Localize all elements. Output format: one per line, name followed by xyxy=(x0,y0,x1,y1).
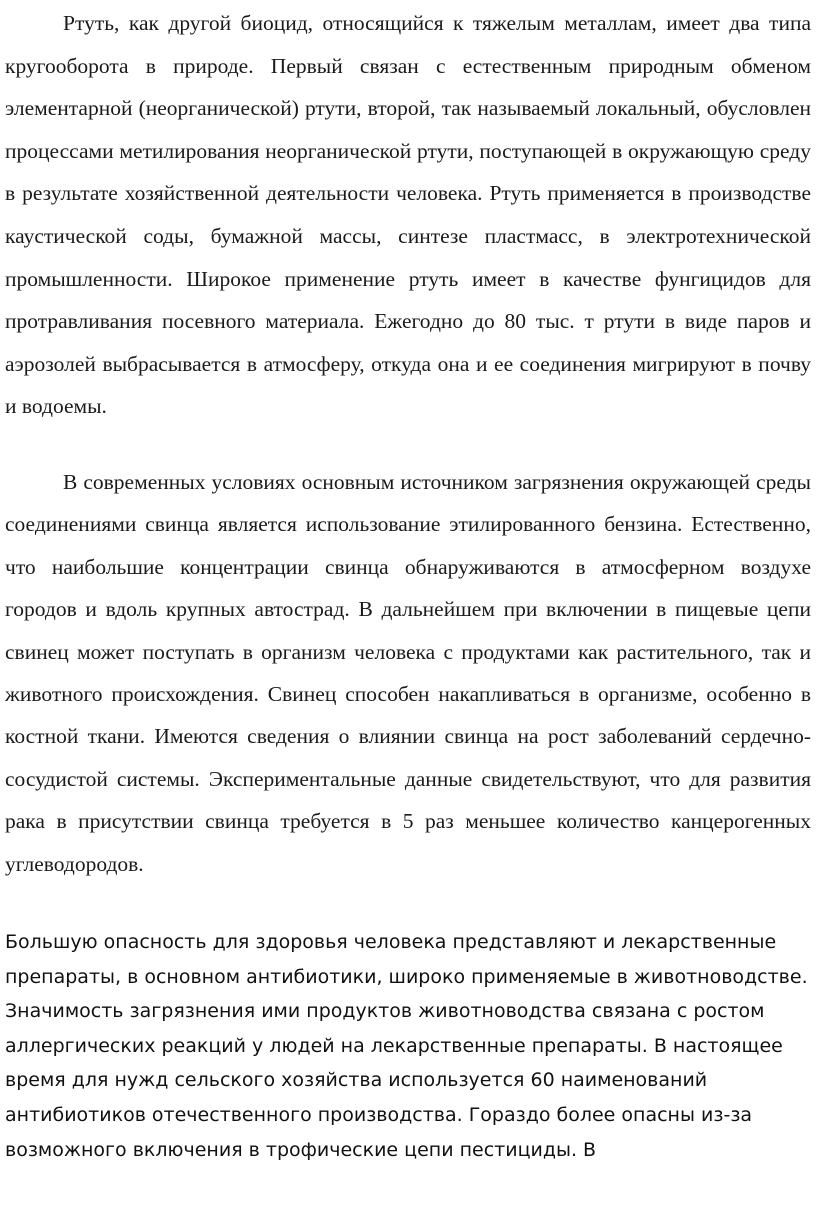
paragraph-antibiotics: Большую опасность для здоровья человека представляют и лекарственные препараты, в основном антибиотики, широко применяемые в животноводстве. Значимость загрязнения ими продуктов животноводства связана с ростом аллергических реакций у людей на лекарственные препараты. В настоящее время для нужд сельского хозяйства используется 60 наименований антибиотиков отечественного производства. Гораздо более опасны из-за возможного включения в трофические цепи пестициды. В xyxy=(5,931,808,1161)
paragraph-lead: В современных условиях основным источником загрязнения окружающей среды соединениями свинца является использование этилированного бензина. Естественно, что наибольшие концентрации свинца обнаруживаются в атмосферном воздухе городов и вдоль крупных автострад. В дальнейшем при включении в пищевые цепи свинец может поступать в организм человека с продуктами как растительного, так и животного происхождения. Свинец способен накапливаться в организме, особенно в костной ткани. Имеются сведения о влиянии свинца на рост заболеваний сердечно-сосудистой системы. Экспериментальные данные свидетельствуют, что для развития рака в присутствии свинца требуется в 5 раз меньшее количество канцерогенных углеводородов. xyxy=(5,470,811,876)
paragraph-mercury: Ртуть, как другой биоцид, относящийся к тяжелым металлам, имеет два типа кругооборота в природе. Первый связан с естественным природным обменом элементарной (неорганической) ртути, второй, так называемый локальный, обусловлен процессами метилирования неорганической ртути, поступающей в окружающую среду в результате хозяйственной деятельности человека. Ртуть применяется в производстве каустической соды, бумажной массы, синтезе пластмасс, в электротехнической промышленности. Широкое применение ртуть имеет в качестве фунгицидов для протравливания посевного материала. Ежегодно до 80 тыс. т ртути в виде паров и аэрозолей выбрасывается в атмосферу, откуда она и ее соединения мигрируют в почву и водоемы. xyxy=(5,11,811,419)
